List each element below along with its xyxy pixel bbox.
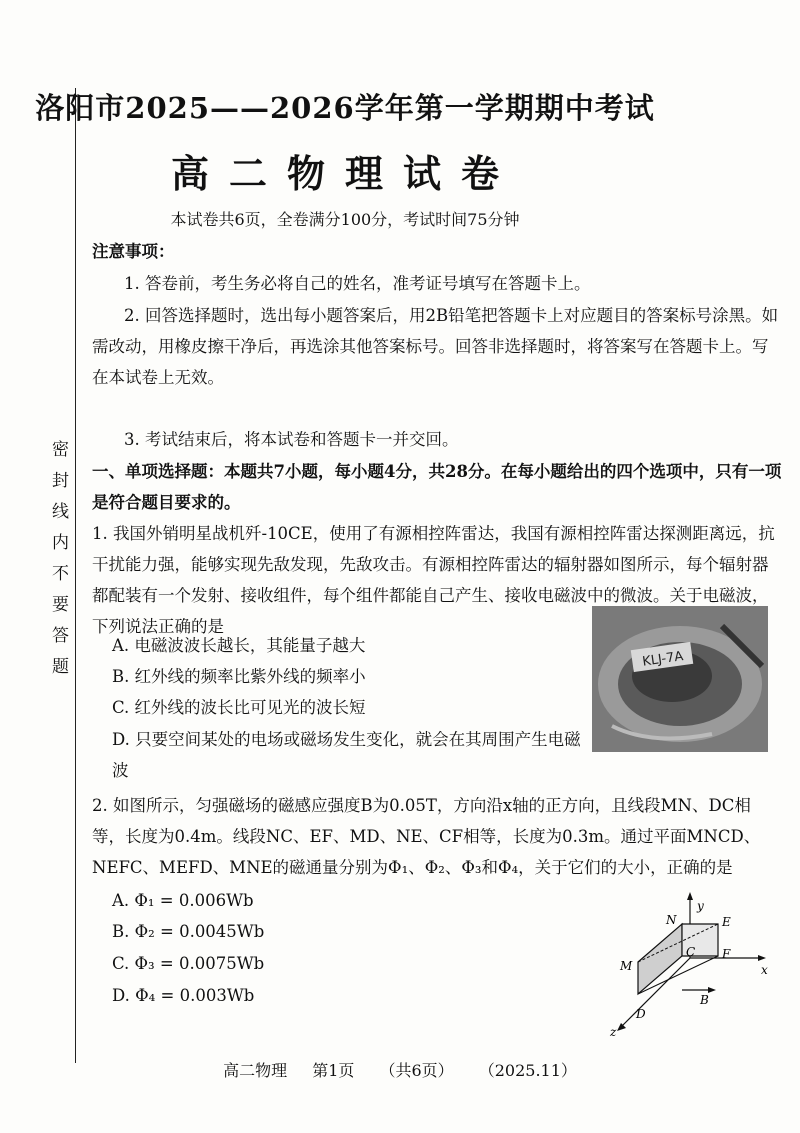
q2-option-d: D. Φ₄ = 0.003Wb [112, 986, 255, 1005]
q1-option-d: D. 只要空间某处的电场或磁场发生变化，就会在其周围产生电磁波 [112, 730, 581, 780]
footer-page: 第1页 [312, 1061, 355, 1080]
label-e: E [722, 915, 731, 929]
photo-label: KLJ-7A [641, 649, 685, 670]
label-y: y [697, 899, 704, 913]
label-c: C [686, 945, 696, 959]
binding-line [75, 88, 76, 1063]
footer-subject: 高二物理 [223, 1061, 288, 1080]
label-b: B [700, 993, 709, 1007]
subject-title: 高二物理试卷 [170, 151, 519, 196]
label-n: N [666, 913, 677, 927]
q2-option-c: C. Φ₃ = 0.0075Wb [112, 954, 265, 973]
magnetic-flux-diagram [606, 890, 776, 1040]
q1-option-c: C. 红外线的波长比可见光的波长短 [112, 698, 366, 717]
label-d: D [636, 1007, 646, 1021]
notes-heading: 注意事项： [92, 242, 175, 261]
q1-stem: 1. 我国外销明星战机歼-10CE，使用了有源相控阵雷达，我国有源相控阵雷达探测距离远，抗干扰能力强，能够实现先敌发现，先敌攻击。有源相控阵雷达的辐射器如图所示，每个辐射器都配装有一个发射、接收组件，每个组件都能自己产生、接收电磁波中的微波。关于电磁波，下列说法正确的是 [92, 524, 775, 636]
label-z: z [610, 1025, 617, 1039]
footer-date: （2025.11） [478, 1061, 577, 1080]
binding-strip-text: 密封线内不要答题 [48, 440, 68, 688]
section1-heading: 一、单项选择题：本题共7小题，每小题4分，共28分。在每小题给出的四个选项中，只有一项是符合题目要求的。 [92, 462, 782, 512]
q2-stem: 2. 如图所示，匀强磁场的磁感应强度B为0.05T，方向沿x轴的正方向，且线段MN、DC相等，长度为0.4m。线段NC、EF、MD、NE、CF相等，长度为0.3m。通过平面MNCD、NEFC、MEFD、MNE的磁通量分别为Φ₁、Φ₂、Φ₃和Φ₄，关于它们的大小，正确的是 [92, 796, 761, 877]
page-footer [0, 1058, 800, 1081]
label-m: M [620, 959, 633, 973]
note-item-2: 2. 回答选择题时，选出每小题答案后，用2B铅笔把答题卡上对应题目的答案标号涂黑。如需改动，用橡皮擦干净后，再选涂其他答案标号。回答非选择题时，将答案写在答题卡上。写在本试卷上无效。 [92, 306, 779, 387]
exam-info: 本试卷共6页，全卷满分100分，考试时间75分钟 [170, 210, 520, 229]
label-x: x [761, 963, 768, 977]
note-item-3: 3. 考试结束后，将本试卷和答题卡一并交回。 [124, 430, 459, 449]
footer-total: （共6页） [379, 1061, 454, 1080]
note-item-1: 1. 答卷前，考生务必将自己的姓名，准考证号填写在答题卡上。 [124, 274, 591, 293]
label-f: F [722, 947, 731, 961]
q2-option-b: B. Φ₂ = 0.0045Wb [112, 922, 265, 941]
q1-option-b: B. 红外线的频率比紫外线的频率小 [112, 667, 366, 686]
radar-radiator-photo [592, 606, 768, 752]
exam-title: 洛阳市2025——2026学年第一学期期中考试 [35, 91, 655, 125]
q2-option-a: A. Φ₁ = 0.006Wb [112, 891, 254, 910]
q1-option-a: A. 电磁波波长越长，其能量子越大 [112, 636, 366, 655]
